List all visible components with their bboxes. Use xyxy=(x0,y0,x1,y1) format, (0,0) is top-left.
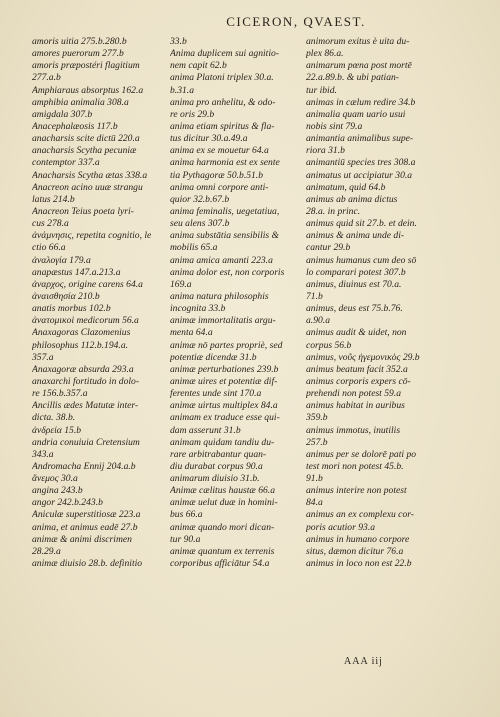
index-entry-line: ferentes unde sint 170.a xyxy=(170,388,262,400)
index-entry-line: animæ quantum ex terrenis xyxy=(170,545,275,557)
index-entry-line: animus, νοῦς ἡγεμονικὸς 29.b xyxy=(306,351,420,363)
index-entry-line: anima harmonia est ex sente xyxy=(170,157,280,169)
index-entry-line: animus per se dolorē pati po xyxy=(306,448,417,460)
index-entry-line: animus in loco non est 22.b xyxy=(306,558,412,570)
index-entry-line: Anima duplicem sui agnitio- xyxy=(170,48,279,60)
index-entry-line: anatis morbus 102.b xyxy=(32,303,111,315)
index-entry-line: animus ab anima dictus xyxy=(306,193,398,205)
index-entry-line: animantia animalibus supe- xyxy=(306,133,414,145)
index-entry-line: situs, dæmon dicitur 76.a xyxy=(306,545,404,557)
index-entry-line: Anacreon acino uuæ strangu xyxy=(32,181,143,193)
index-entry-line: bus 66.a xyxy=(170,509,203,521)
index-entry-line: anima amica amanti 223.a xyxy=(170,254,273,266)
index-entry-line: amphibia animalia 308.a xyxy=(32,96,129,108)
index-entry-line: philosophus 112.b.194.a. xyxy=(32,339,129,351)
running-head xyxy=(0,14,500,30)
index-entry-line: menta 64.a xyxy=(170,327,213,339)
index-entry-line: anima substātia sensibilis & xyxy=(170,230,280,242)
index-entry-line: animæ uelut duæ in homini- xyxy=(170,497,278,509)
index-entry-line: rare arbitrabantur quan- xyxy=(170,448,267,460)
index-entry-line: animæ immortalitatis argu- xyxy=(170,315,276,327)
index-entry-line: angina 243.b xyxy=(32,485,83,497)
index-entry-line: diu durabat corpus 90.a xyxy=(170,460,263,472)
index-entry-line: lo comparari potest 307.b xyxy=(306,266,406,278)
index-entry-line: anima feminalis, uegetatiua, xyxy=(170,205,280,217)
index-entry-line: anima Platoni triplex 30.a. xyxy=(170,72,274,84)
index-entry-line: animarum pœna post mortē xyxy=(306,60,412,72)
index-entry-line: plex 86.a. xyxy=(306,48,344,60)
index-entry-line: amoris uitia 275.b.280.b xyxy=(32,36,127,47)
index-entry-line: ἀναρχος, origine carens 64.a xyxy=(32,278,143,290)
index-entry-line: Anaxagoras Clazomenius xyxy=(32,327,131,339)
index-entry-line: poris acutior 93.a xyxy=(306,521,376,533)
index-entry-line: anima pro anhelitu, & odo- xyxy=(170,96,276,108)
index-entry-line: ctio 66.a xyxy=(32,242,66,254)
index-entry-line: 33.b xyxy=(170,36,187,47)
index-entry-line: potentiæ dicendæ 31.b xyxy=(170,351,257,363)
index-entry-line: Anacephalæosis 117.b xyxy=(32,120,118,132)
index-entry-line: tur 90.a xyxy=(170,533,201,545)
index-entry-line: anima etiam spiritus & fla- xyxy=(170,120,275,132)
index-entry-line: animorum exitus è uita du- xyxy=(306,36,410,47)
index-entry-line: mobilis 65.a xyxy=(170,242,218,254)
index-entry-line: anaxarchi fortitudo in dolo- xyxy=(32,375,140,387)
index-entry-line: 357.a xyxy=(32,351,54,363)
index-entry-line: 91.b xyxy=(306,473,323,485)
index-entry-line: anima, et animus eadē 27.b xyxy=(32,521,138,533)
index-entry-line: 71.b xyxy=(306,290,323,302)
index-entry-line: animæ uirtus multiplex 84.a xyxy=(170,400,278,412)
index-entry-line: animæ & animi discrimen xyxy=(32,533,132,545)
index-entry-line: 84.a xyxy=(306,497,323,509)
index-entry-line: ἀνδρεία 15.b xyxy=(32,424,82,436)
index-entry-line: dicta. 38.b. xyxy=(32,412,76,424)
index-entry-line: Aniculæ superstitiosæ 223.a xyxy=(32,509,141,521)
index-entry-line: ἀνάμνησις, repetita cognitio, le xyxy=(32,230,152,242)
index-entry-line: Andromacha Ennij 204.a.b xyxy=(32,460,136,472)
index-entry-line: animus interire non potest xyxy=(306,485,407,497)
index-entry-line: animus, deus est 75.b.76. xyxy=(306,303,403,315)
running-head-title: CICERON, QVAEST. xyxy=(226,14,366,29)
index-entry-line: animus beatum facit 352.a xyxy=(306,363,408,375)
index-entry-line: tus dicitur 30.a.49.a xyxy=(170,133,248,145)
index-entry-line: cantur 29.b xyxy=(306,242,351,254)
index-entry-line: ἀνατομικοὶ medicorum 56.a xyxy=(32,315,139,327)
index-entry-line: animæ perturbationes 239.b xyxy=(170,363,279,375)
index-entry-line: Anacharsis Scytha ætas 338.a xyxy=(32,169,148,181)
index-entry-line: 22.a.89.b. & ubi patian- xyxy=(306,72,400,84)
index-entry-line: corporibus afficiātur 54.a xyxy=(170,558,270,570)
index-entry-line: animus audit & uidet, non xyxy=(306,327,407,339)
index-entry-line: angor 242.b.243.b xyxy=(32,497,103,509)
index-entry-line: tia Pythagoræ 50.b.51.b xyxy=(170,169,264,181)
index-entry-line: Animæ cælitus haustæ 66.a xyxy=(170,485,276,497)
index-entry-line: a.90.a xyxy=(306,315,330,327)
index-entry-line: animus quid sit 27.b. et dein. xyxy=(306,218,417,230)
index-entry-line: animus immotus, inutilis xyxy=(306,424,401,436)
index-entry-line: 28.a. in princ. xyxy=(306,205,361,217)
index-entry-line: animus & anima unde di- xyxy=(306,230,405,242)
index-entry-line: anacharsis Scytha pecuniæ xyxy=(32,145,137,157)
index-entry-line: animas in cælum redire 34.b xyxy=(306,96,416,108)
index-entry-line: animarum diuisio 31.b. xyxy=(170,473,260,485)
index-entry-line: anima omni corpore anti- xyxy=(170,181,269,193)
index-entry-line: animatus ut accipiatur 30.a xyxy=(306,169,413,181)
index-entry-line: animam ex traduce esse qui- xyxy=(170,412,280,424)
index-entry-line: re oris 29.b xyxy=(170,108,215,120)
index-entry-line: animus humanus cum deo sō xyxy=(306,254,417,266)
index-entry-line: nem capit 62.b xyxy=(170,60,227,72)
index-entry-line: 277.a.b xyxy=(32,72,61,84)
signature-mark: AAA iij xyxy=(344,656,383,667)
index-entry-line: amoris præpostéri flagitium xyxy=(32,60,140,72)
index-entry-line: anima dolor est, non corporis xyxy=(170,266,285,278)
index-entry-line: re 156.b.357.a xyxy=(32,388,88,400)
index-entry-line: dam asserunt 31.b xyxy=(170,424,241,436)
index-entry-line: Anacreon Teius poeta lyri- xyxy=(32,205,134,217)
index-entry-line: contemptor 337.a xyxy=(32,157,100,169)
index-entry-line: animus habitat in auribus xyxy=(306,400,405,412)
index-entry-line: Ancillis ædes Matutæ inter- xyxy=(32,400,139,412)
index-entry-line: animus an ex complexu cor- xyxy=(306,509,414,521)
index-entry-line: Anaxagoræ absurda 293.a xyxy=(32,363,134,375)
index-entry-line: animæ diuisio 28.b. definitio xyxy=(32,558,143,570)
index-entry-line: corpus 56.b xyxy=(306,339,352,351)
index-entry-line: prehendi non potest 59.a xyxy=(306,388,402,400)
index-entry-line: ἀναλογία 179.a xyxy=(32,254,91,266)
index-entry-line: tur ibid. xyxy=(306,84,337,96)
index-entry-line: animus in humano corpore xyxy=(306,533,410,545)
index-entry-line: incognita 33.b xyxy=(170,303,226,315)
index-entry-line: animam quidam tandiu du- xyxy=(170,436,275,448)
index-entry-line: quior 32.b.67.b xyxy=(170,193,230,205)
index-entry-line: riora 31.b xyxy=(306,145,345,157)
index-entry-line: animantiū species tres 308.a xyxy=(306,157,416,169)
index-entry-line: animalia quam uario usui xyxy=(306,108,406,120)
index-entry-line: animus, diuinus est 70.a. xyxy=(306,278,402,290)
index-entry-line: 28.29.a xyxy=(32,545,61,557)
index-entry-line: latus 214.b xyxy=(32,193,75,205)
index-column-2 xyxy=(170,36,298,570)
index-entry-line: 169.a xyxy=(170,278,192,290)
index-entry-line: animæ uires et potentiæ dif- xyxy=(170,375,278,387)
index-entry-line: animatum, quid 64.b xyxy=(306,181,386,193)
index-entry-line: 359.b xyxy=(306,412,328,424)
index-entry-line: ἀναισθησία 210.b xyxy=(32,290,100,302)
index-entry-line: test mori non potest 45.b. xyxy=(306,460,404,472)
index-column-1 xyxy=(32,36,160,570)
index-entry-line: anapæstus 147.a.213.a xyxy=(32,266,121,278)
index-entry-line: Amphiaraus absorptus 162.a xyxy=(32,84,144,96)
index-entry-line: nobis sint 79.a xyxy=(306,120,363,132)
index-column-3 xyxy=(306,36,446,570)
index-entry-line: animæ nō partes propriè, sed xyxy=(170,339,283,351)
index-entry-line: 257.b xyxy=(306,436,328,448)
index-entry-line: cus 278.a xyxy=(32,218,69,230)
index-entry-line: andria conuiuia Cretensium xyxy=(32,436,140,448)
index-entry-line: 343.a xyxy=(32,448,54,460)
index-entry-line: seu alens 307.b xyxy=(170,218,230,230)
index-entry-line: anima ex se mouetur 64.a xyxy=(170,145,269,157)
index-entry-line: anacharsis scite dictū 220.a xyxy=(32,133,140,145)
index-entry-line: amores puerorum 277.b xyxy=(32,48,124,60)
index-entry-line: ἄνεμος 30.a xyxy=(32,473,78,485)
index-entry-line: animæ quando mori dican- xyxy=(170,521,275,533)
index-entry-line: anima natura philosophis xyxy=(170,290,269,302)
index-entry-line: animus corporis expers cō- xyxy=(306,375,411,387)
index-entry-line: b.31.a xyxy=(170,84,194,96)
index-entry-line: amigdala 307.b xyxy=(32,108,93,120)
